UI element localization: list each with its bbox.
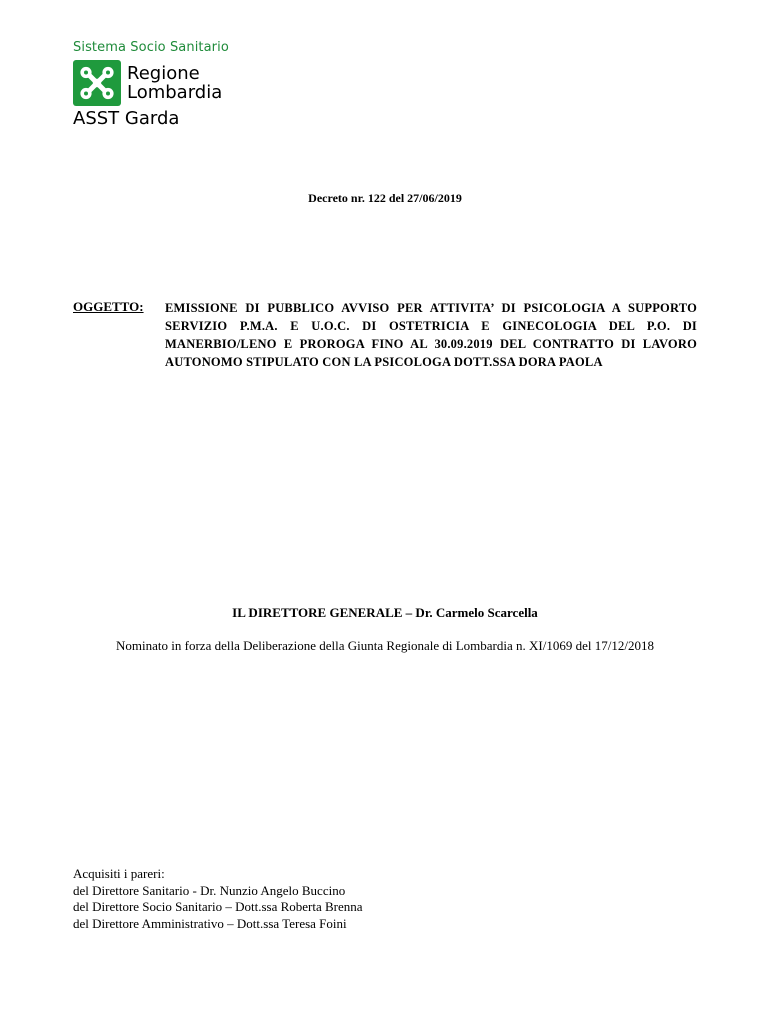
subject-label: OGGETTO: bbox=[73, 299, 144, 314]
organization-logo bbox=[73, 40, 253, 132]
lombardy-rose-icon bbox=[73, 60, 121, 106]
appointment-statement: Nominato in forza della Deliberazione della Giunta Regionale di Lombardia n. XI/1069 del 17/12/2018 bbox=[116, 638, 654, 653]
opinions-heading: Acquisiti i pareri: bbox=[73, 866, 165, 881]
logo-system-line: Sistema Socio Sanitario bbox=[73, 40, 229, 55]
opinion-line: del Direttore Sanitario - Dr. Nunzio Angelo Buccino bbox=[73, 882, 346, 898]
subject-text: EMISSIONE DI PUBBLICO AVVISO PER ATTIVITA’ DI PSICOLOGIA A SUPPORTO SERVIZIO P.M.A. E U.O.C. DI OSTETRICIA E GINECOLOGIA DEL P.O. DI MANERBIO/LENO E PROROGA FINO AL 30.09.2019 DEL CONTRATTO DI LAVORO AUTONOMO STIPULATO CON LA PSICOLOGA DOTT.SSA DORA PAOLA bbox=[165, 301, 697, 369]
opinion-line: del Direttore Socio Sanitario – Dott.ssa Roberta Brenna bbox=[73, 899, 363, 914]
opinions-section bbox=[73, 866, 363, 932]
logo-region-line1: Regione bbox=[127, 63, 200, 84]
decree-number: Decreto nr. 122 del 27/06/2019 bbox=[308, 191, 462, 205]
logo-org-name: ASST Garda bbox=[73, 108, 180, 129]
logo-region-line2: Lombardia bbox=[127, 82, 223, 103]
logo-region-name bbox=[127, 64, 222, 102]
director-heading: IL DIRETTORE GENERALE – Dr. Carmelo Scarcella bbox=[232, 605, 538, 620]
opinion-line: del Direttore Amministrativo – Dott.ssa Teresa Foini bbox=[73, 915, 347, 931]
